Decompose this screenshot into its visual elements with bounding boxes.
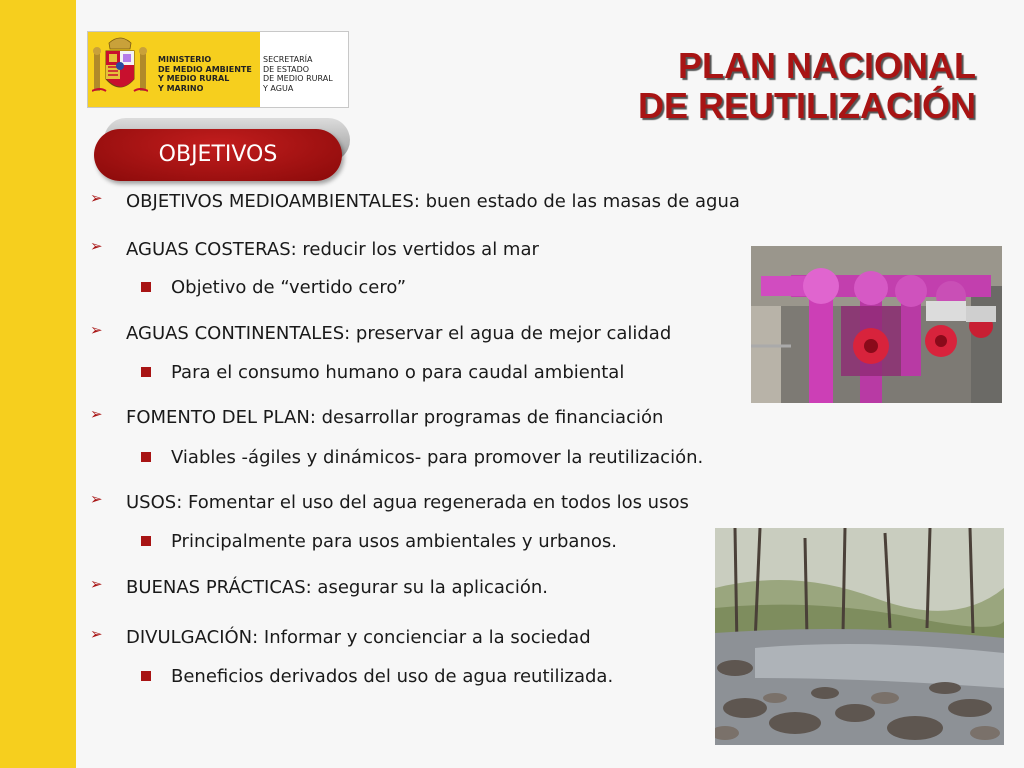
sub-bullet-item [171, 362, 624, 383]
square-bullet-icon [141, 282, 151, 292]
square-bullet-icon [141, 452, 151, 462]
sub-bullet-item [171, 277, 406, 298]
bullet-item [90, 575, 548, 598]
bullet-text: FOMENTO DEL PLAN: desarrollar programas de financiación [126, 407, 664, 428]
arrow-bullet-icon: ➢ [90, 237, 103, 255]
bullet-text: Principalmente para usos ambientales y urbanos. [171, 531, 617, 552]
bullet-text: OBJETIVOS MEDIOAMBIENTALES: buen estado de las masas de agua [126, 191, 740, 212]
ministry-logo [87, 31, 349, 108]
bullet-item [90, 237, 539, 260]
bullet-text: AGUAS CONTINENTALES: preservar el agua de mejor calidad [126, 323, 672, 344]
arrow-bullet-icon: ➢ [90, 189, 103, 207]
river-forest-photo [715, 528, 1004, 745]
arrow-bullet-icon: ➢ [90, 575, 103, 593]
section-label: OBJETIVOS [158, 142, 278, 167]
arrow-bullet-icon: ➢ [90, 405, 103, 423]
arrow-bullet-icon: ➢ [90, 625, 103, 643]
ministry-name: MINISTERIO DE MEDIO AMBIENTE Y MEDIO RURAL Y MARINO [158, 55, 252, 93]
bullet-text: Viables -ágiles y dinámicos- para promover la reutilización. [171, 447, 704, 468]
sub-bullet-item [171, 666, 613, 687]
square-bullet-icon [141, 536, 151, 546]
slide-title [638, 46, 976, 126]
pink-pipes-photo [751, 246, 1002, 403]
spain-coat-of-arms-icon [92, 35, 148, 104]
section-label-pill [94, 129, 342, 181]
bullet-text: DIVULGACIÓN: Informar y concienciar a la sociedad [126, 627, 591, 648]
arrow-bullet-icon: ➢ [90, 321, 103, 339]
bullet-text: AGUAS COSTERAS: reducir los vertidos al mar [126, 239, 539, 260]
bullet-text: BUENAS PRÁCTICAS: asegurar su la aplicación. [126, 577, 548, 598]
title-line-1: PLAN NACIONAL [678, 45, 976, 86]
sub-bullet-item [171, 447, 703, 468]
arrow-bullet-icon: ➢ [90, 490, 103, 508]
bullet-text: USOS: Fomentar el uso del agua regenerada en todos los usos [126, 492, 689, 513]
title-line-2: DE REUTILIZACIÓN [638, 85, 976, 126]
bullet-item [90, 405, 664, 428]
left-accent-bar [0, 0, 76, 768]
bullet-item [90, 625, 591, 648]
bullet-item [90, 189, 740, 212]
bullet-item [90, 490, 689, 513]
secretaria-name: SECRETARÍA DE ESTADO DE MEDIO RURAL Y AGUA [263, 55, 333, 93]
bullet-item [90, 321, 672, 344]
square-bullet-icon [141, 671, 151, 681]
sub-bullet-item [171, 531, 617, 552]
bullet-text: Objetivo de “vertido cero” [171, 277, 407, 298]
bullet-text: Para el consumo humano o para caudal ambiental [171, 362, 625, 383]
square-bullet-icon [141, 367, 151, 377]
bullet-text: Beneficios derivados del uso de agua reutilizada. [171, 666, 614, 687]
